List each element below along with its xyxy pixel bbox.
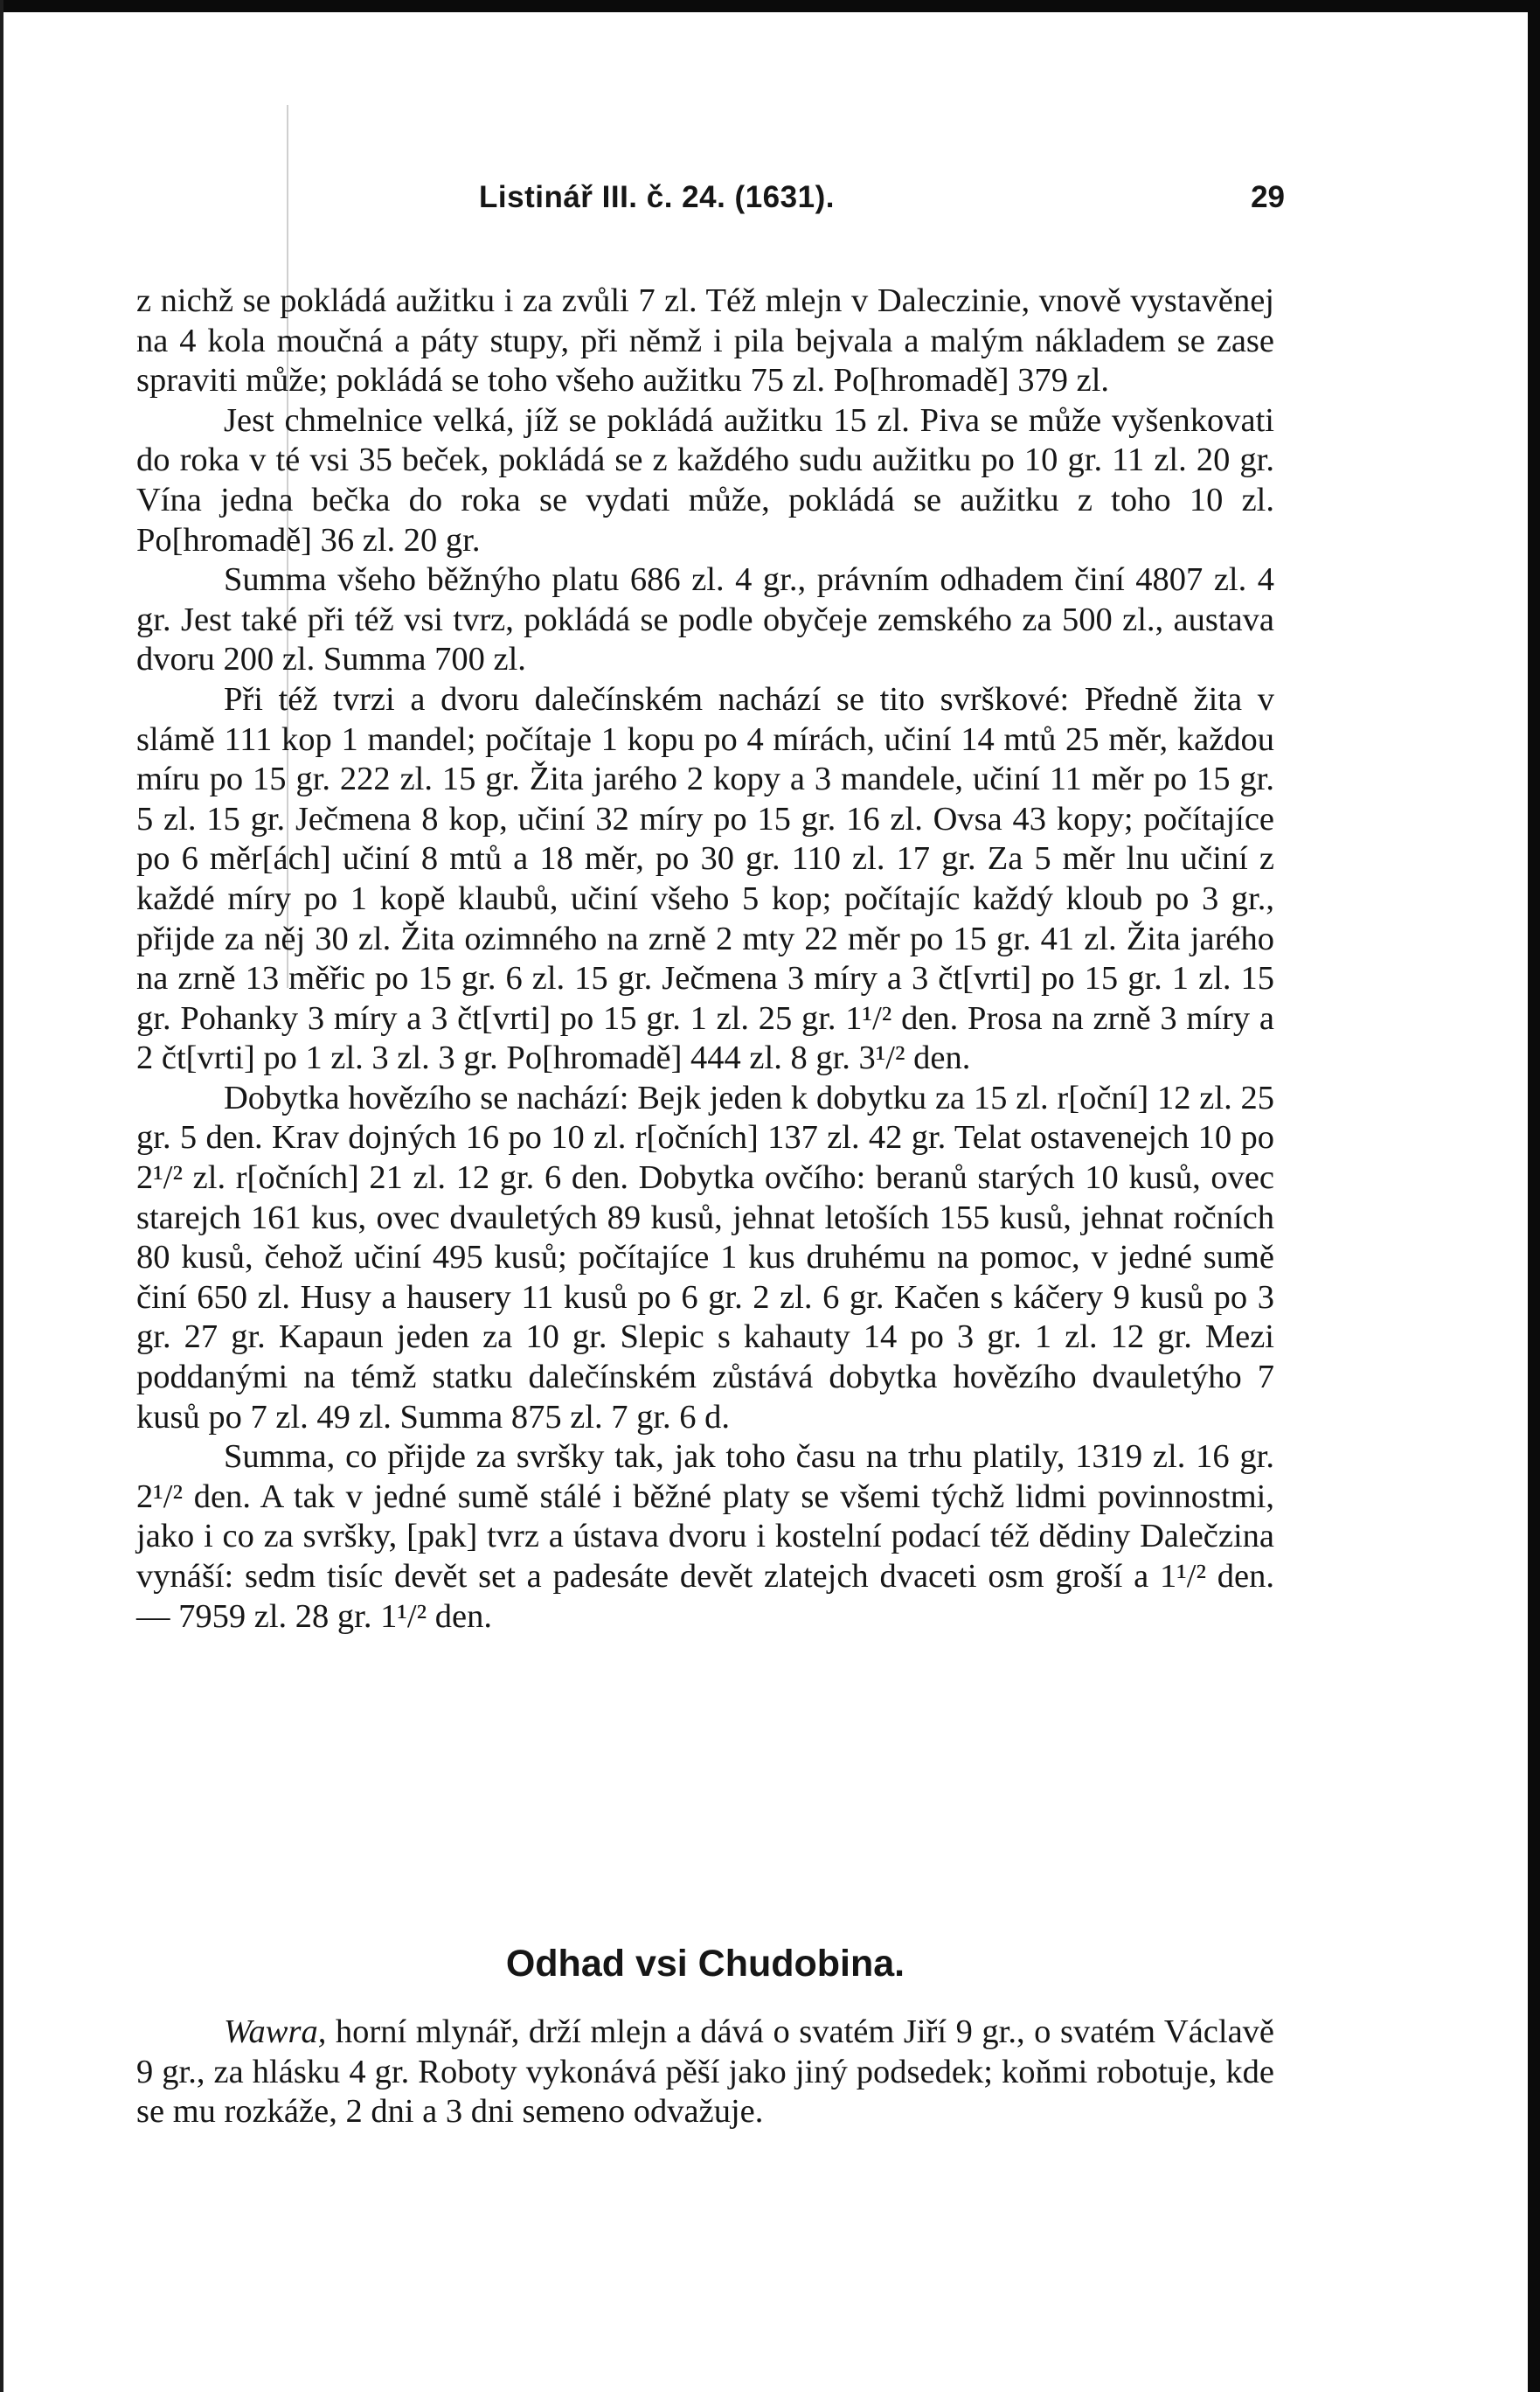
scan-border-left (0, 0, 3, 2392)
person-name: Wawra, (224, 2013, 327, 2050)
section-text (136, 2013, 1274, 2132)
paragraph: Při též tvrzi a dvoru dalečínském nachází se tito svrškové: Předně žita v slámě 111 kop 1 mandel; počítaje 1 kopu po 4 mírách, učiní 14 mtů 25 měr, každou míru po 15 gr. 222 zl. 15 gr. Žita jarého 2 kopy a 3 mandele, učiní 11 měr po 15 gr. 5 zl. 15 gr. Ječmena 8 kop, učiní 32 míry po 15 gr. 16 zl. Ovsa 43 kopy; počítajíce po 6 měr[ách] učiní 8 mtů a 18 měr, po 30 gr. 110 zl. 17 gr. Za 5 měr lnu učiní z každé míry po 1 kopě klaubů, učiní všeho 5 kop; počítajíc každý kloub po 3 gr., přijde za něj 30 zl. Žita ozimného na zrně 2 mty 22 měr po 15 gr. 41 zl. Žita jarého na zrně 13 měřic po 15 gr. 6 zl. 15 gr. Ječmena 3 míry a 3 čt[vrti] po 15 gr. 1 zl. 15 gr. Pohanky 3 míry a 3 čt[vrti] po 15 gr. 1 zl. 25 gr. 1¹/² den. Prosa na zrně 3 míry a 2 čt[vrti] po 1 zl. 3 zl. 3 gr. Po[hromadě] 444 zl. 8 gr. 3¹/² den. (136, 680, 1274, 1077)
scan-border-top (0, 0, 1540, 12)
paragraph (136, 2013, 1274, 2132)
running-header: Listinář III. č. 24. (1631). (479, 180, 835, 214)
paragraph: Summa všeho běžnýho platu 686 zl. 4 gr., právním odhadem činí 4807 zl. 4 gr. Jest také při též vsi tvrz, pokládá se podle obyčeje zemského za 500 zl., austava dvoru 200 zl. Summa 700 zl. (136, 561, 1274, 678)
paragraph: Jest chmelnice velká, jíž se pokládá aužitku 15 zl. Piva se může vyšenkovati do roka v té vsi 35 beček, pokládá se z každého sudu aužitku po 10 gr. 11 zl. 20 gr. Vína jedna bečka do roka se vydati může, pokládá se aužitku z toho 10 zl. Po[hromadě] 36 zl. 20 gr. (136, 401, 1274, 559)
page-number: 29 (1251, 180, 1285, 214)
paragraph: z nichž se pokládá aužitku i za zvůli 7 zl. Též mlejn v Daleczinie, vnově vystavěnej na 4 kola moučná a páty stupy, při němž i pila bejvala a malým nákladem se zase spraviti může; pokládá se toho všeho aužitku 75 zl. Po[hromadě] 379 zl. (136, 282, 1274, 400)
paragraph: Dobytka hovězího se nachází: Bejk jeden k dobytku za 15 zl. r[oční] 12 zl. 25 gr. 5 den. Krav dojných 16 po 10 zl. r[očních] 137 zl. 42 gr. Telat ostavenejch 10 po 2¹/² zl. r[očních] 21 zl. 12 gr. 6 den. Dobytka ovčího: beranů starých 10 kusů, ovec starejch 161 kus, ovec dvauletých 89 kusů, jehnat letoších 155 kusů, jehnat ročních 80 kusů, čehož učiní 495 kusů; počítajíce 1 kus druhému na pomoc, v jedné sumě činí 650 zl. Husy a hausery 11 kusů po 6 gr. 2 zl. 6 gr. Kačen s káčery 9 kusů po 3 gr. 27 gr. Kapaun jeden za 10 gr. Slepic s kahauty 14 po 3 gr. 1 zl. 12 gr. Mezi poddanými na témž statku dalečínském zůstává dobytka hovězího dvauletýho 7 kusů po 7 zl. 49 zl. Summa 875 zl. 7 gr. 6 d. (136, 1079, 1274, 1436)
scan-border-right (1528, 0, 1540, 2392)
paragraph-text: horní mlynář, drží mlejn a dává o svatém Jiří 9 gr., o svatém Václavě 9 gr., za hlásku 4 gr. Roboty vykonává pěší jako jiný podsedek; koňmi robotuje, kde se mu rozkáže, 2 dni a 3 dni semeno odvažuje. (136, 2013, 1274, 2131)
main-text (136, 282, 1274, 1637)
section-heading: Odhad vsi Chudobina. (505, 1943, 905, 1985)
paragraph: Summa, co přijde za svršky tak, jak toho času na trhu platily, 1319 zl. 16 gr. 2¹/² den. A tak v jedné sumě stálé i běžné platy se všemi týchž lidmi povinnostmi, jako i co za svršky, [pak] tvrz a ústava dvoru i kostelní podací též dědiny Dalečzina vynáší: sedm tisíc devět set a padesáte devět zlatejch dvaceti osm groší a 1¹/² den. — 7959 zl. 28 gr. 1¹/² den. (136, 1438, 1274, 1635)
